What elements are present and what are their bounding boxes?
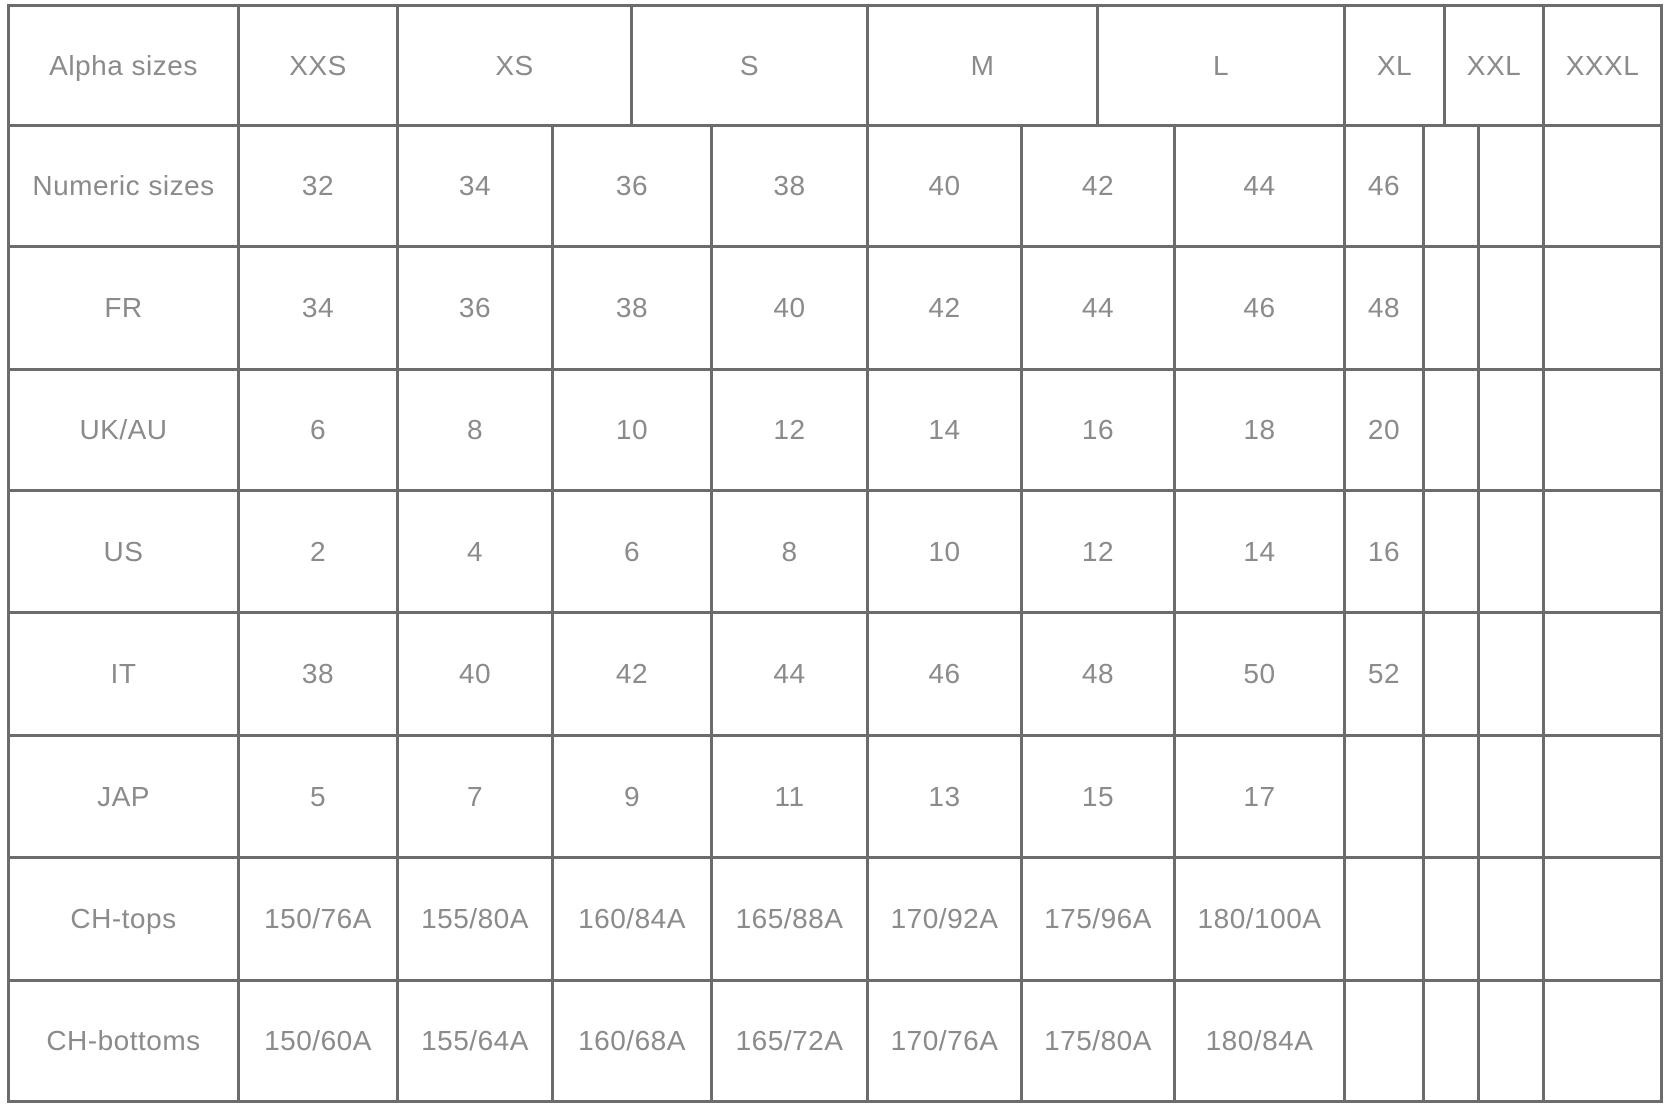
row-label-cell: Numeric sizes — [10, 127, 240, 248]
size-value-cell: 44 — [1176, 127, 1346, 248]
alpha-size-cell: L — [1099, 7, 1346, 127]
row-label-cell: JAP — [10, 737, 240, 859]
size-value-cell: 52 — [1346, 614, 1425, 737]
size-value-cell: 180/100A — [1176, 859, 1346, 982]
size-value-cell: 8 — [399, 371, 554, 492]
empty-cell — [1425, 371, 1480, 492]
size-value-cell: 14 — [1176, 492, 1346, 614]
size-row-jap — [10, 737, 1663, 859]
empty-cell — [1545, 737, 1663, 859]
size-row-numeric — [10, 127, 1663, 248]
empty-cell — [1545, 371, 1663, 492]
size-value-cell: 16 — [1023, 371, 1176, 492]
size-value-cell: 46 — [869, 614, 1023, 737]
size-value-cell: 38 — [240, 614, 399, 737]
size-value-cell: 165/72A — [713, 982, 869, 1103]
size-value-cell: 170/92A — [869, 859, 1023, 982]
empty-cell — [1480, 859, 1545, 982]
empty-cell — [1346, 737, 1425, 859]
alpha-size-cell: M — [869, 7, 1099, 127]
alpha-size-cell: S — [633, 7, 869, 127]
row-label-cell: US — [10, 492, 240, 614]
empty-cell — [1480, 982, 1545, 1103]
row-label-cell: IT — [10, 614, 240, 737]
size-value-cell: 34 — [399, 127, 554, 248]
size-value-cell: 8 — [713, 492, 869, 614]
row-label-cell: Alpha sizes — [10, 7, 240, 127]
empty-cell — [1425, 248, 1480, 371]
size-value-cell: 38 — [554, 248, 713, 371]
size-value-cell: 10 — [554, 371, 713, 492]
size-value-cell: 15 — [1023, 737, 1176, 859]
size-value-cell: 6 — [554, 492, 713, 614]
size-value-cell: 180/84A — [1176, 982, 1346, 1103]
empty-cell — [1545, 248, 1663, 371]
size-row-uk-au — [10, 371, 1663, 492]
size-value-cell: 32 — [240, 127, 399, 248]
size-row-fr — [10, 248, 1663, 371]
size-value-cell: 4 — [399, 492, 554, 614]
size-value-cell: 36 — [399, 248, 554, 371]
empty-cell — [1545, 614, 1663, 737]
empty-cell — [1545, 982, 1663, 1103]
alpha-size-cell: XXS — [240, 7, 399, 127]
size-value-cell: 165/88A — [713, 859, 869, 982]
size-value-cell: 160/68A — [554, 982, 713, 1103]
size-value-cell: 48 — [1023, 614, 1176, 737]
size-value-cell: 11 — [713, 737, 869, 859]
alpha-sizes-row — [10, 7, 1663, 127]
row-label-cell: UK/AU — [10, 371, 240, 492]
empty-cell — [1480, 737, 1545, 859]
size-value-cell: 7 — [399, 737, 554, 859]
size-value-cell: 160/84A — [554, 859, 713, 982]
size-row-ch-tops — [10, 859, 1663, 982]
size-row-it — [10, 614, 1663, 737]
empty-cell — [1425, 492, 1480, 614]
size-value-cell: 44 — [1023, 248, 1176, 371]
row-label-cell: CH-tops — [10, 859, 240, 982]
size-value-cell: 40 — [869, 127, 1023, 248]
alpha-size-cell: XL — [1346, 7, 1446, 127]
size-value-cell: 40 — [713, 248, 869, 371]
size-value-cell: 42 — [554, 614, 713, 737]
size-value-cell: 12 — [713, 371, 869, 492]
empty-cell — [1346, 859, 1425, 982]
empty-cell — [1425, 859, 1480, 982]
size-value-cell: 46 — [1176, 248, 1346, 371]
size-value-cell: 150/60A — [240, 982, 399, 1103]
empty-cell — [1480, 371, 1545, 492]
empty-cell — [1480, 492, 1545, 614]
empty-cell — [1425, 614, 1480, 737]
size-value-cell: 17 — [1176, 737, 1346, 859]
size-row-us — [10, 492, 1663, 614]
size-conversion-table — [7, 4, 1663, 1103]
size-value-cell: 40 — [399, 614, 554, 737]
empty-cell — [1425, 127, 1480, 248]
size-value-cell: 44 — [713, 614, 869, 737]
size-value-cell: 9 — [554, 737, 713, 859]
empty-cell — [1480, 127, 1545, 248]
size-value-cell: 38 — [713, 127, 869, 248]
size-value-cell: 46 — [1346, 127, 1425, 248]
size-value-cell: 14 — [869, 371, 1023, 492]
size-value-cell: 2 — [240, 492, 399, 614]
size-value-cell: 13 — [869, 737, 1023, 859]
size-value-cell: 48 — [1346, 248, 1425, 371]
empty-cell — [1480, 614, 1545, 737]
size-value-cell: 170/76A — [869, 982, 1023, 1103]
alpha-size-cell: XS — [399, 7, 633, 127]
size-value-cell: 150/76A — [240, 859, 399, 982]
size-value-cell: 12 — [1023, 492, 1176, 614]
size-value-cell: 175/96A — [1023, 859, 1176, 982]
empty-cell — [1545, 127, 1663, 248]
size-value-cell: 34 — [240, 248, 399, 371]
empty-cell — [1545, 859, 1663, 982]
empty-cell — [1480, 248, 1545, 371]
size-value-cell: 42 — [1023, 127, 1176, 248]
alpha-size-cell: XXL — [1446, 7, 1545, 127]
size-value-cell: 155/64A — [399, 982, 554, 1103]
size-value-cell: 18 — [1176, 371, 1346, 492]
empty-cell — [1425, 737, 1480, 859]
empty-cell — [1545, 492, 1663, 614]
size-value-cell: 16 — [1346, 492, 1425, 614]
row-label-cell: FR — [10, 248, 240, 371]
row-label-cell: CH-bottoms — [10, 982, 240, 1103]
size-value-cell: 20 — [1346, 371, 1425, 492]
size-value-cell: 36 — [554, 127, 713, 248]
empty-cell — [1425, 982, 1480, 1103]
size-value-cell: 10 — [869, 492, 1023, 614]
size-value-cell: 50 — [1176, 614, 1346, 737]
size-value-cell: 6 — [240, 371, 399, 492]
alpha-size-cell: XXXL — [1545, 7, 1663, 127]
size-value-cell: 42 — [869, 248, 1023, 371]
size-value-cell: 5 — [240, 737, 399, 859]
size-value-cell: 175/80A — [1023, 982, 1176, 1103]
size-value-cell: 155/80A — [399, 859, 554, 982]
empty-cell — [1346, 982, 1425, 1103]
size-row-ch-bottoms — [10, 982, 1663, 1103]
